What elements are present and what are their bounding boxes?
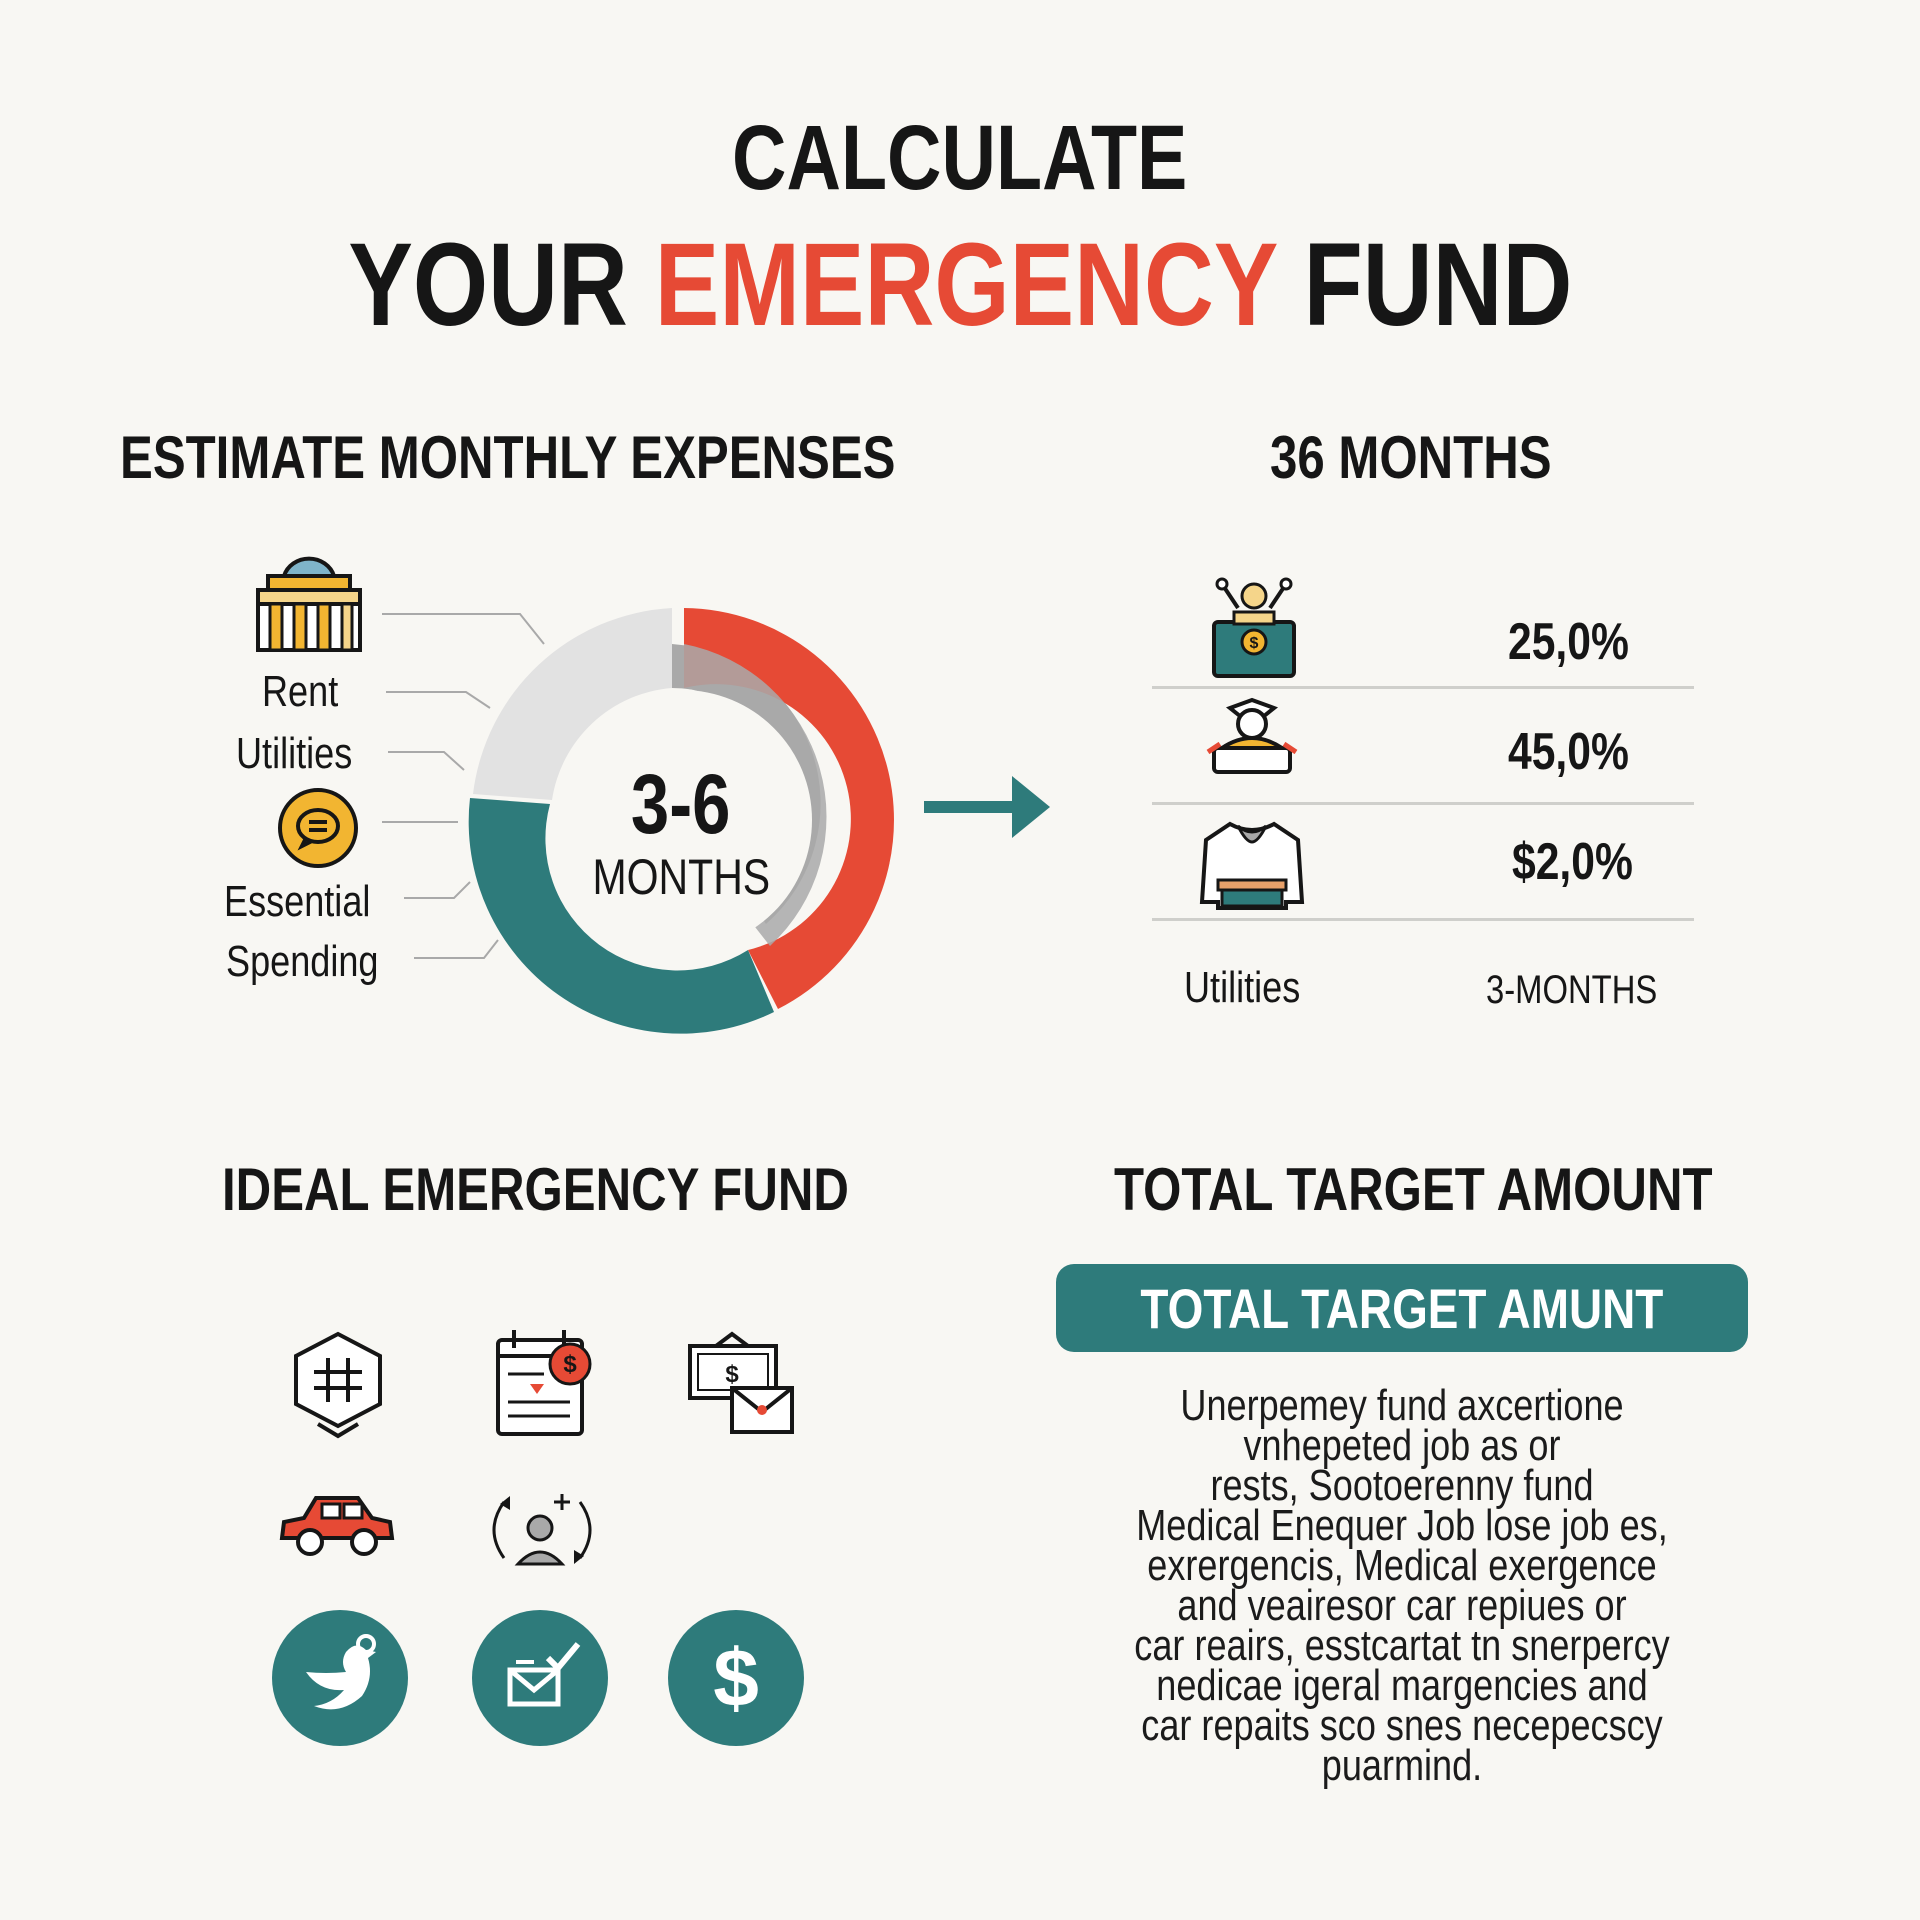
- donut-center-unit: MONTHS: [592, 849, 770, 905]
- svg-text:$: $: [1249, 635, 1259, 652]
- label-spending: Spending: [226, 937, 379, 986]
- row-divider: [1152, 918, 1694, 921]
- svg-text:$: $: [725, 1361, 739, 1388]
- svg-text:$: $: [713, 1633, 759, 1724]
- paragraph-line: Medical Enequer Job lose job es,: [1136, 1501, 1668, 1550]
- row3-value: $2,0%: [1512, 833, 1633, 891]
- title-word-your: YOUR: [347, 219, 628, 351]
- paragraph-line: and veairesor car repiues or: [1177, 1581, 1627, 1630]
- check-envelope-icon: [470, 1608, 610, 1748]
- cash-envelope-icon: [686, 1330, 796, 1436]
- total-target-heading: TOTAL TARGET AMOUNT: [1114, 1156, 1713, 1223]
- paragraph-line: Unerpemey fund axcertione: [1180, 1381, 1624, 1430]
- expenses-heading: ESTIMATE MONTHLY EXPENSES: [120, 424, 896, 491]
- row1-value: 25,0%: [1508, 613, 1629, 671]
- person-desk-icon: [1204, 698, 1300, 778]
- person-refresh-icon: [480, 1484, 604, 1578]
- months-heading: 36 MONTHS: [1270, 424, 1552, 491]
- paragraph-line: car repaits sco snes necepecscy: [1141, 1701, 1663, 1750]
- paragraph-line: rests, Sootoerenny fund: [1210, 1461, 1594, 1510]
- footer-3-months: 3-MONTHS: [1486, 968, 1658, 1012]
- total-target-banner: TOTAL TARGET AMUNT: [1056, 1264, 1748, 1352]
- svg-text:$: $: [563, 1351, 577, 1378]
- paragraph-line: nedicae igeral margencies and: [1156, 1661, 1648, 1710]
- sweater-icon: [1198, 818, 1306, 912]
- row-divider: [1152, 686, 1694, 689]
- title-word-emergency: EMERGENCY: [654, 219, 1277, 351]
- label-essential: Essential: [224, 877, 371, 926]
- paragraph-line: car reairs, esstcartat tn snerpercy: [1134, 1621, 1670, 1670]
- paragraph-line: exrergencis, Medical exergence: [1147, 1541, 1657, 1590]
- calendar-dollar-icon: [494, 1328, 594, 1438]
- description-paragraph: [1056, 1381, 1748, 1790]
- label-utilities: Utilities: [236, 729, 353, 778]
- hashtag-hexagon-icon: [290, 1330, 386, 1440]
- car-icon: [276, 1488, 398, 1562]
- label-rent: Rent: [262, 667, 339, 716]
- paragraph-line: puarmind.: [1321, 1741, 1483, 1790]
- bird-icon: [270, 1608, 410, 1748]
- row-divider: [1152, 802, 1694, 805]
- page-title-line1: CALCULATE: [732, 107, 1188, 209]
- arrow-right-icon: [924, 772, 1050, 842]
- title-word-fund: FUND: [1303, 219, 1572, 351]
- toolbox-dollar-icon: [1210, 578, 1298, 680]
- ideal-fund-heading: IDEAL EMERGENCY FUND: [222, 1156, 849, 1223]
- paragraph-line: vnhepeted job as or: [1243, 1421, 1561, 1470]
- footer-utilities: Utilities: [1184, 963, 1301, 1012]
- dollar-icon: [666, 1608, 806, 1748]
- row2-value: 45,0%: [1508, 723, 1629, 781]
- donut-center-value: 3-6: [631, 757, 731, 851]
